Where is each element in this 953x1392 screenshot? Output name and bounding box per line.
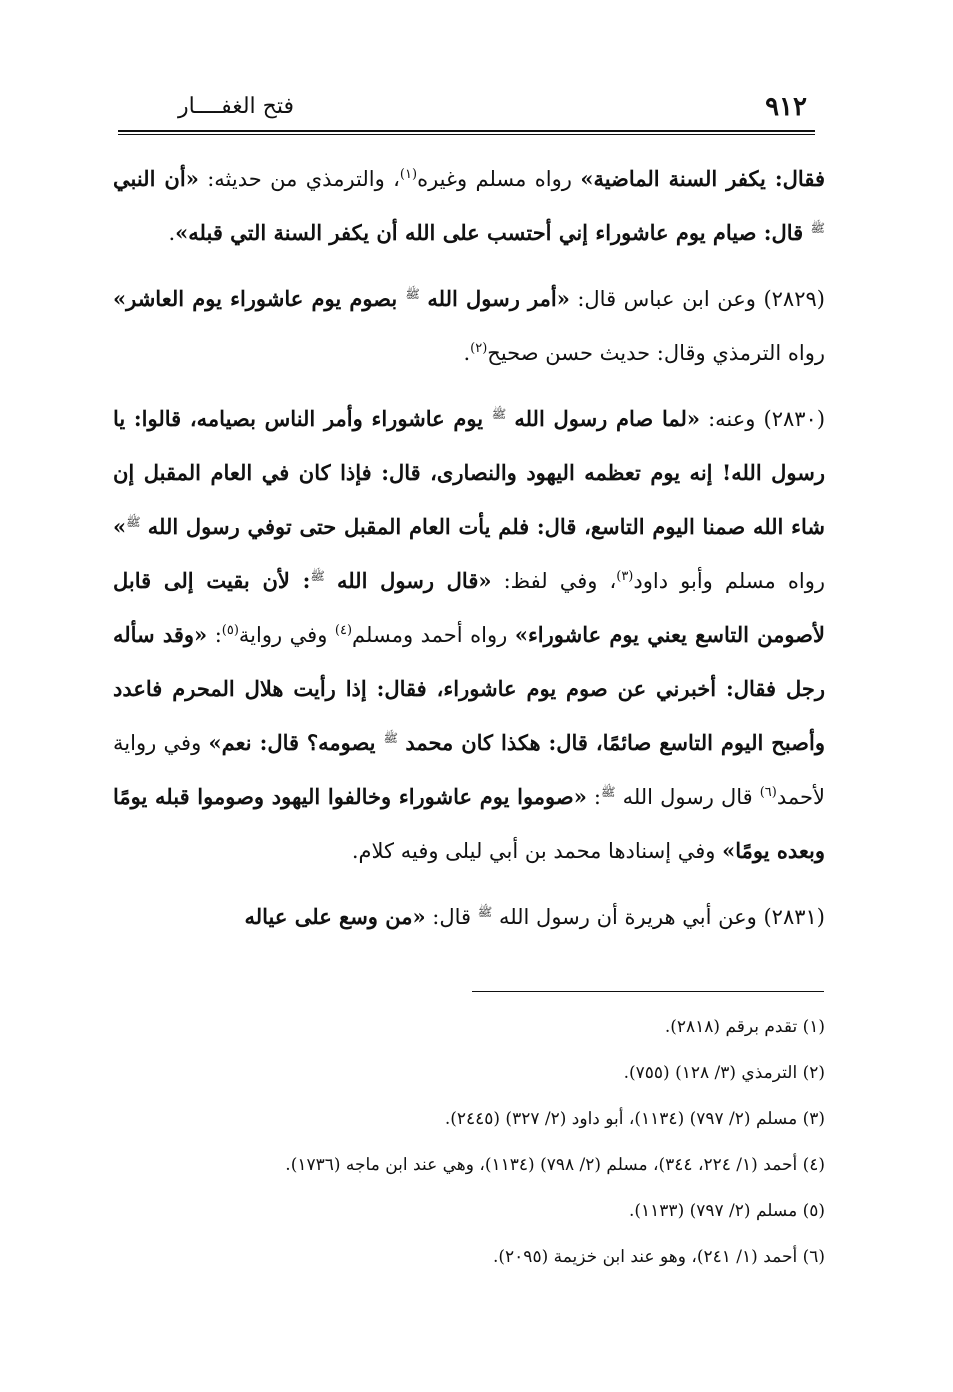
- footnote-ref: (٢): [470, 341, 488, 356]
- narration-text: قال رسول الله: [622, 785, 760, 809]
- hadith-text: «وقد سأله رجل فقال: أخبرني عن صوم يوم عاشوراء، فقال: إذا رأيت هلال المحرم فاعدد وأصبح اليوم التاسع صائمًا، قال: هكذا كان محمد: [113, 622, 825, 755]
- main-text: [113, 152, 825, 956]
- footnotes: [113, 1004, 825, 1280]
- hadith-text: فقال: يكفر السنة الماضية»: [580, 166, 825, 191]
- page-number: ٩١٢: [765, 92, 807, 122]
- paragraph-2831: [113, 890, 825, 944]
- footnote-separator: [472, 991, 824, 992]
- hadith-text: «لما صام رسول الله: [514, 406, 701, 431]
- hadith-number: (٢٨٣٠): [763, 407, 826, 431]
- paragraph-2830: [113, 392, 825, 878]
- narration-text: قال:: [425, 905, 478, 929]
- punctuation: .: [463, 341, 471, 365]
- narration-text: رواه الترمذي وقال: حديث حسن صحيح: [487, 341, 825, 365]
- narration-text: رواه أحمد ومسلم: [352, 623, 515, 647]
- narration-text: وفي رواية لأحمد: [113, 731, 825, 809]
- footnote-ref: (٥): [221, 623, 239, 638]
- footnote-6: (٦) أحمد (١/ ٢٤١)، وهو عند ابن خزيمة (٢٠٩٥).: [493, 1247, 825, 1267]
- hadith-text: »: [113, 514, 127, 539]
- narration-text: :: [586, 785, 601, 809]
- hadith-text: «صوموا يوم عاشوراء وخالفوا اليهود وصوموا قبله يومًا وبعده يومًا»: [113, 784, 825, 863]
- narration-text: ، والترمذي من حديثه:: [198, 167, 400, 191]
- page-header: [118, 88, 815, 130]
- salla-glyph: ﷺ: [126, 515, 141, 529]
- hadith-text: بصوم يوم عاشوراء يوم العاشر»: [113, 286, 406, 311]
- hadith-text: يصومه؟ قال: نعم»: [208, 730, 384, 755]
- narration-text: وعن أبي هريرة أن رسول الله: [498, 905, 764, 929]
- hadith-text: «قال رسول الله: [336, 568, 492, 593]
- footnote-ref: (١): [399, 167, 418, 182]
- hadith-text: «من وسع على عياله: [244, 904, 426, 929]
- narration-text: وعن ابن عباس قال:: [569, 287, 764, 311]
- salla-glyph: ﷺ: [491, 407, 507, 421]
- header-rule: [118, 130, 815, 132]
- hadith-text: «أمر رسول الله: [427, 286, 570, 311]
- footnote-1: (١) تقدم برقم (٢٨١٨).: [664, 1017, 825, 1037]
- header-rule-thin: [118, 134, 815, 135]
- narration-text: رواه مسلم وغيره: [417, 167, 581, 191]
- hadith-text: قال: صيام يوم عاشوراء إني أحتسب على الله أن يكفر السنة التي قبله»: [175, 220, 811, 245]
- narration-text: وعنه:: [700, 407, 764, 431]
- footnote-ref: (٣): [616, 569, 634, 584]
- punctuation: .: [168, 221, 176, 245]
- footnote-5: (٥) مسلم (٢/ ٧٩٧) (١١٣٣).: [628, 1201, 825, 1221]
- hadith-text: «أن النبي: [113, 166, 199, 191]
- footnote-2: (٢) الترمذي (٣/ ١٢٨) (٧٥٥).: [623, 1063, 825, 1083]
- narration-text: وفي رواية: [238, 623, 335, 647]
- footnote-3: (٣) مسلم (٢/ ٧٩٧) (١١٣٤)، أبو داود (٢/ ٣٢٧) (٢٤٤٥).: [444, 1109, 825, 1129]
- narration-text: :: [207, 623, 222, 647]
- paragraph-1: [113, 152, 825, 260]
- salla-glyph: ﷺ: [810, 221, 825, 235]
- salla-glyph: ﷺ: [310, 569, 325, 583]
- footnote-ref: (٦): [759, 785, 777, 800]
- narration-text: رواه مسلم وأبو داود: [633, 569, 825, 593]
- hadith-text: يوم عاشوراء وأمر الناس بصيامه، قالوا: يا رسول الله! إنه يوم تعظمه اليهود والنصارى، قال: فإذا كان في العام المقبل إن شاء الله صمنا اليوم التاسع، قال: فلم يأت العام المقبل حتى توفي رسول الله: [113, 406, 825, 539]
- hadith-number: (٢٨٢٩): [763, 287, 825, 311]
- salla-glyph: ﷺ: [405, 287, 420, 301]
- narration-text: ، وفي لفظ:: [491, 569, 617, 593]
- salla-glyph: ﷺ: [601, 785, 616, 799]
- footnote-ref: (٤): [334, 623, 353, 638]
- book-title: فتح الغفــــار: [178, 94, 295, 119]
- paragraph-2829: [113, 272, 825, 380]
- hadith-text: : لأن بقيت إلى قابل لأصومن التاسع يعني يوم عاشوراء»: [113, 568, 825, 647]
- footnote-4: (٤) أحمد (١/ ٢٢٤، ٣٤٤)، مسلم (٢/ ٧٩٨) (١١٣٤)، وهي عند ابن ماجه (١٧٣٦).: [285, 1155, 825, 1175]
- salla-glyph: ﷺ: [477, 905, 493, 919]
- salla-glyph: ﷺ: [383, 731, 398, 745]
- hadith-number: (٢٨٣١): [763, 905, 825, 929]
- narration-text: وفي إسنادها محمد بن أبي ليلى وفيه كلام.: [351, 839, 723, 863]
